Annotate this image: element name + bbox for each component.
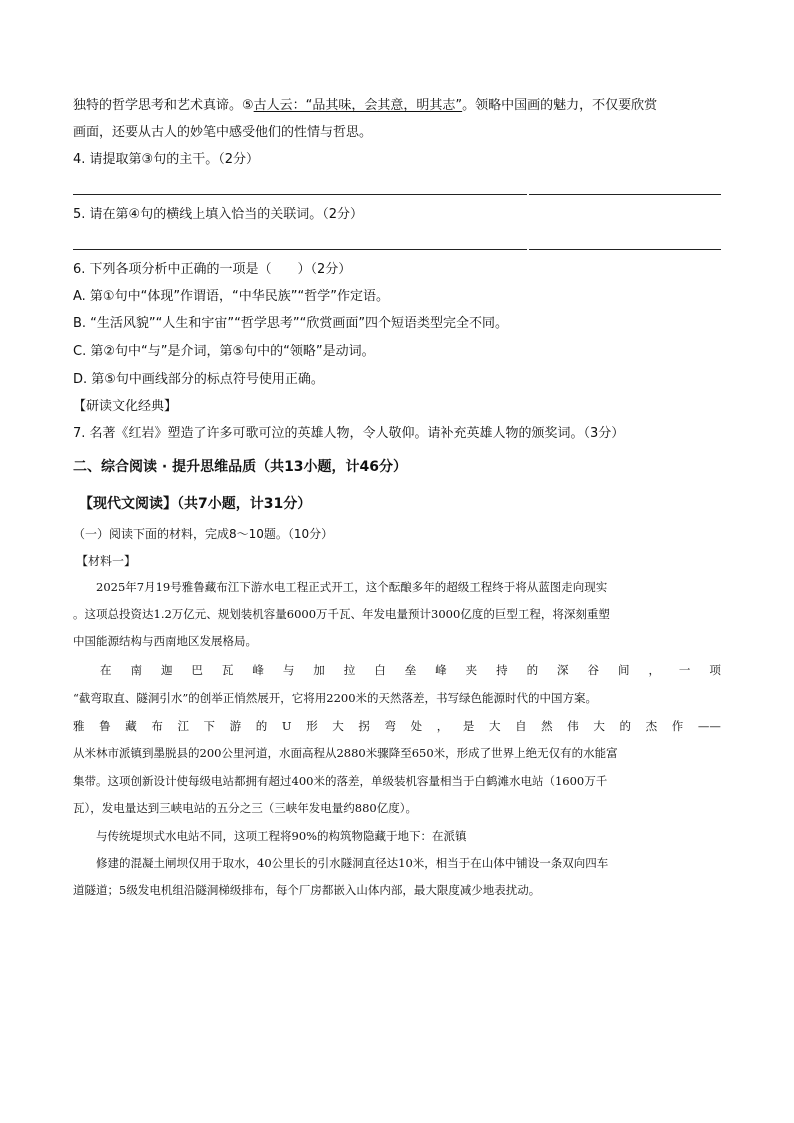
- spread-char: 峰: [435, 663, 447, 677]
- spread-char: 深: [557, 663, 569, 677]
- spread-char: 自: [515, 719, 527, 733]
- spread-char: 布: [151, 719, 163, 733]
- underlined-quote: 古人云：“品其味，会其意，明其志”: [253, 98, 463, 113]
- spread-char: 然: [541, 719, 553, 733]
- spread-char: 夹: [465, 663, 478, 677]
- spread-char: 与: [282, 663, 295, 677]
- m-para4-line1: 修建的混凝土闸坝仅用于取水，40公里长的引水隧洞直径达10米，相当于在山体中铺设一条双向四车: [73, 856, 609, 870]
- spread-char: 谷: [587, 663, 599, 677]
- spread-char: 间: [617, 663, 630, 677]
- spread-char: 杰: [645, 719, 658, 733]
- spread-char: 形: [306, 719, 318, 733]
- spread-char: 是: [462, 719, 475, 733]
- m-para4-line2: 道隧道；5级发电机组沿隧洞梯级排布，每个厂房都嵌入山体内部，最大限度减少地表扰动。: [73, 883, 541, 897]
- spread-char: 拉: [343, 663, 356, 677]
- m-para2-line5: 集带。这项创新设计使每级电站都拥有超过400米的落差，单级装机容量相当于白鹤滩水电站（1600万千: [73, 774, 608, 788]
- passage-line-2: 画面，还要从古人的妙笔中感受他们的性情与哲思。: [73, 125, 373, 140]
- spread-char: 的: [526, 663, 539, 677]
- spread-char: 在: [100, 663, 112, 677]
- spread-char: 的: [255, 719, 268, 733]
- spread-char: 巴: [191, 663, 203, 677]
- material-1-label: 【材料一】: [76, 554, 137, 568]
- spread-char: 伟: [567, 719, 579, 733]
- spread-char: 大: [488, 719, 501, 733]
- spread-char: 江: [177, 719, 189, 733]
- option-c: C. 第②句中“与”是介词，第⑤句中的“领略”是动词。: [73, 344, 375, 359]
- passage-text: 。领略中国画的魅力，不仅要欣赏: [462, 98, 658, 113]
- spread-char: 鲁: [99, 719, 111, 733]
- spread-char: 加: [313, 663, 325, 677]
- m-para1-line3: 中国能源结构与西南地区发展格局。: [73, 634, 257, 648]
- modern-reading-heading: 【现代文阅读】（共7小题，计31分）: [79, 496, 312, 512]
- spread-char: 垒: [404, 663, 417, 677]
- section-2-heading: 二、综合阅读 · 提升思维品质（共13小题，计46分）: [73, 459, 408, 475]
- spread-char: 瓦: [221, 663, 234, 677]
- option-b: B. “生活风貌”“人生和宇宙”“哲学思考”“欣赏画面”四个短语类型完全不同。: [73, 316, 509, 331]
- spread-char: 游: [229, 719, 242, 733]
- spread-char: ，: [648, 663, 660, 677]
- spread-char: 大: [593, 719, 605, 733]
- spread-char: 白: [374, 663, 386, 677]
- spread-char: 下: [203, 719, 216, 733]
- spread-char: 作: [671, 719, 684, 733]
- passage-text: 独特的哲学思考和艺术真谛。⑤: [73, 98, 254, 113]
- m-para2-line1: [100, 660, 721, 680]
- option-a: A. 第①句中“体现”作谓语，“中华民族”“哲学”作定语。: [73, 289, 389, 304]
- question-4: 4. 请提取第③句的主干。（2分）: [73, 152, 259, 167]
- answer-line-q4[interactable]: [73, 194, 721, 195]
- spread-char: 峰: [252, 663, 264, 677]
- m-para2-line6: 瓦），发电量达到三峡电站的五分之三（三峡年发电量约880亿度）。: [73, 801, 417, 815]
- spread-char: 持: [496, 663, 508, 677]
- m-para3: 与传统堤坝式水电站不同，这项工程将90%的构筑物隐藏于地下：在派镇: [73, 829, 467, 843]
- spread-char: 项: [709, 663, 721, 677]
- question-6-stem: 6. 下列各项分析中正确的一项是（ ）（2分）: [73, 262, 352, 277]
- spread-char: 南: [130, 663, 142, 677]
- m-para2-line2: “截弯取直、隧洞引水”的创举正悄然展开，它将用2200米的天然落差，书写绿色能源时代的中国方案。: [73, 691, 598, 705]
- m-para1-line2: 。这项总投资达1.2万亿元、规划装机容量6000万千瓦、年发电量预计3000亿度的巨型工程，将深刻重塑: [73, 607, 610, 621]
- spread-char: ，: [436, 719, 449, 733]
- question-5: 5. 请在第④句的横线上填入恰当的关联词。（2分）: [73, 207, 363, 222]
- passage-line-1: [73, 96, 657, 116]
- spread-char: 拐: [358, 719, 370, 733]
- spread-char: 弯: [384, 719, 397, 733]
- spread-char: 一: [678, 663, 691, 677]
- spread-char: ——: [697, 719, 721, 733]
- heading-classic: 【研读文化经典】: [73, 399, 178, 414]
- spread-char: 大: [332, 719, 344, 733]
- part-1-instruction: （一）阅读下面的材料，完成8～10题。（10分）: [73, 527, 334, 541]
- m-para1-line1: 2025年7月19号雅鲁藏布江下游水电工程正式开工，这个酝酿多年的超级工程终于将从蓝图走向现实: [73, 580, 608, 594]
- spread-char: 雅: [73, 719, 85, 733]
- m-para2-line4: 从米林市派镇到墨脱县的200公里河道，水面高程从2880米骤降至650米，形成了世界上绝无仅有的水能富: [73, 746, 618, 760]
- spread-char: U: [281, 719, 292, 733]
- spread-char: 处: [410, 719, 423, 733]
- m-para2-line3: [73, 716, 721, 736]
- answer-line-q5[interactable]: [73, 249, 721, 250]
- spread-char: 迦: [160, 663, 173, 677]
- option-d: D. 第⑤句中画线部分的标点符号使用正确。: [73, 372, 324, 387]
- spread-char: 的: [619, 719, 631, 733]
- spread-char: 藏: [125, 719, 137, 733]
- question-7: 7. 名著《红岩》塑造了许多可歌可泣的英雄人物，令人敬仰。请补充英雄人物的颁奖词。（3分）: [73, 426, 625, 441]
